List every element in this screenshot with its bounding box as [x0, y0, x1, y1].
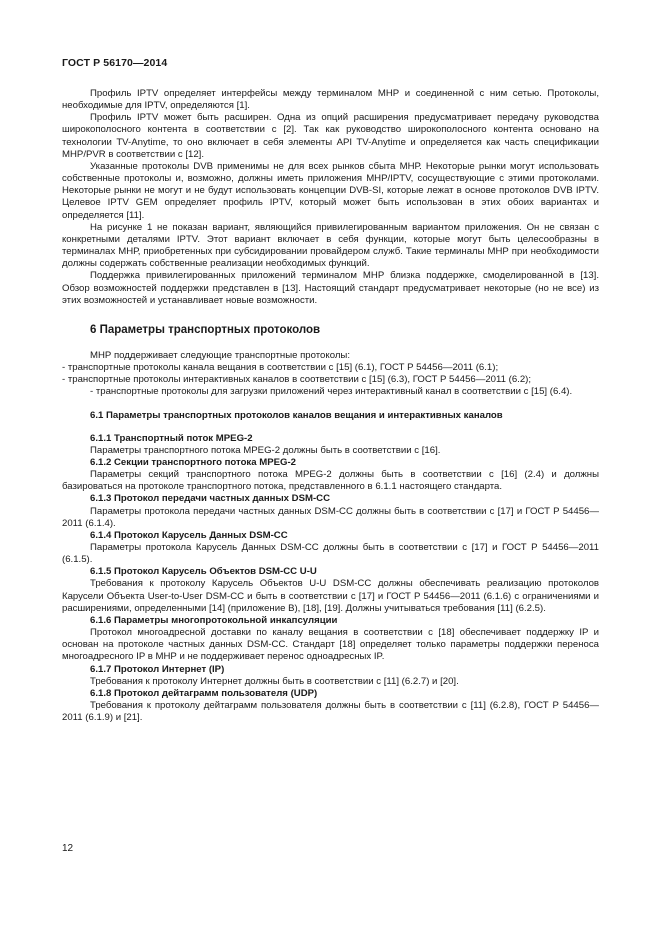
- paragraph: МНР поддерживает следующие транспортные протоколы:: [90, 349, 350, 361]
- section-heading: 6 Параметры транспортных протоколов: [90, 323, 321, 336]
- paragraph: Параметры протокола передачи частных данных DSM-CC должны быть в соответствии с [17] и ГОСТ Р 54456—2011 (6.1.4).: [62, 505, 599, 529]
- paragraph: Профиль IPTV может быть расширен. Одна из опций расширения предусматривает передачу руководства широкополосного контента в соответствии с [2]. Так как руководство широкополосного контента основано на технологии TV-Anytime, то оно включает в себя элементы API TV-Anytime и определяется как часть спецификации МНР/PVR в соответствии с [12].: [62, 112, 599, 160]
- subsubsection-heading: 6.1.2 Секции транспортного потока MPEG-2: [90, 456, 297, 468]
- document-header: ГОСТ Р 56170—2014: [62, 57, 168, 69]
- subsubsection-heading: 6.1.5 Протокол Карусель Объектов DSM-CC U-U: [90, 566, 317, 578]
- subsubsection-heading: 6.1.4 Протокол Карусель Данных DSM-CC: [90, 529, 288, 541]
- paragraph: Требования к протоколу Карусель Объектов U-U DSM-CC должны обеспечивать реализацию протоколов Карусели Объекта User-to-User DSM-CC и быть в соответствии с [17] и ГОСТ Р 54456—2011 (6.1.6) с ограничениями и расширениями, определенными [14] (приложение В), [18], [19]. Должны учитываться требования [11] (6.2.5).: [62, 578, 599, 614]
- subsubsection-heading: 6.1.7 Протокол Интернет (IP): [90, 663, 225, 675]
- paragraph: Параметры секций транспортного потока MPEG-2 должны быть в соответствии с [16] (2.4) и должны базироваться на протоколе транспортного потока, представленного в 6.1.1 настоящего стандарта.: [62, 469, 599, 493]
- paragraph: Требования к протоколу Интернет должны быть в соответствии с [11] (6.2.7) и [20].: [90, 675, 459, 687]
- list-item: - транспортные протоколы интерактивных каналов в соответствии с [15] (6.3), ГОСТ Р 54456—2011 (6.2);: [62, 374, 532, 386]
- page-number: 12: [62, 843, 74, 854]
- subsubsection-heading: 6.1.6 Параметры многопротокольной инкапсуляции: [90, 614, 338, 626]
- subsubsection-heading: 6.1.1 Транспортный поток MPEG-2: [90, 432, 253, 444]
- subsubsection-heading: 6.1.3 Протокол передачи частных данных DSM-CC: [90, 493, 331, 505]
- subsubsection-heading: 6.1.8 Протокол дейтаграмм пользователя (UDP): [90, 687, 318, 699]
- paragraph: Параметры транспортного потока MPEG-2 должны быть в соответствии с [16].: [90, 444, 441, 456]
- paragraph: Протокол многоадресной доставки по каналу вещания в соответствии с [18] обеспечивает поддержку IP и основан на протоколе частных данных DSM-CC. Стандарт [18] определяет только параметры поддержки переноса многоадресного IP в МНР и не поддерживает перенос одноадресных IP.: [62, 627, 599, 663]
- list-item: - транспортные протоколы канала вещания в соответствии с [15] (6.1), ГОСТ Р 54456—2011 (6.1);: [62, 361, 499, 373]
- paragraph: Требования к протоколу дейтаграмм пользователя должны быть в соответствии с [11] (6.2.8), ГОСТ Р 54456—2011 (6.1.9) и [21].: [62, 700, 599, 724]
- document-body: [62, 88, 599, 724]
- paragraph: На рисунке 1 не показан вариант, являющийся привилегированным вариантом приложения. Он не связан с конкретными деталями IPTV. Этот вариант включает в себя функции, которые могут быть целесообразны в терминалах МНР, приобретенных при субсидировании провайдером служб. Такие терминалы МНР при необходимости должны содержать собственные реализации необходимых функций.: [62, 221, 599, 270]
- paragraph: Поддержка привилегированных приложений терминалом МНР близка поддержке, смоделированной в [13]. Обзор возможностей поддержки представлен в [13]. Настоящий стандарт предусматривает некоторые (но не все) из этих возможностей и устанавливает новые возможности.: [62, 270, 599, 306]
- paragraph: Указанные протоколы DVB применимы не для всех рынков сбыта МНР. Некоторые рынки могут использовать собственные протоколы и, возможно, должны иметь приложения МНР/IPTV, сосуществующие с этими протоколами. Некоторые рынки не могут и не будут использовать концепции DVB-SI, которые лежат в основе протоколов DVB IPTV. Целевое IPTV GEM определяет профиль IPTV, который может быть использован в этих обоих вариантах и определяется [11].: [62, 160, 599, 221]
- paragraph: Профиль IPTV определяет интерфейсы между терминалом МНР и соединенной с ним сетью. Протоколы, необходимые для IPTV, определяются [1].: [62, 88, 599, 112]
- paragraph: Параметры протокола Карусель Данных DSM-CC должны быть в соответствии с [17] и ГОСТ Р 54456—2011 (6.1.5).: [62, 542, 599, 566]
- subsection-heading: 6.1 Параметры транспортных протоколов каналов вещания и интерактивных каналов: [90, 410, 503, 422]
- list-item: - транспортные протоколы для загрузки приложений через интерактивный канал в соответствии с [15] (6.4).: [90, 386, 573, 398]
